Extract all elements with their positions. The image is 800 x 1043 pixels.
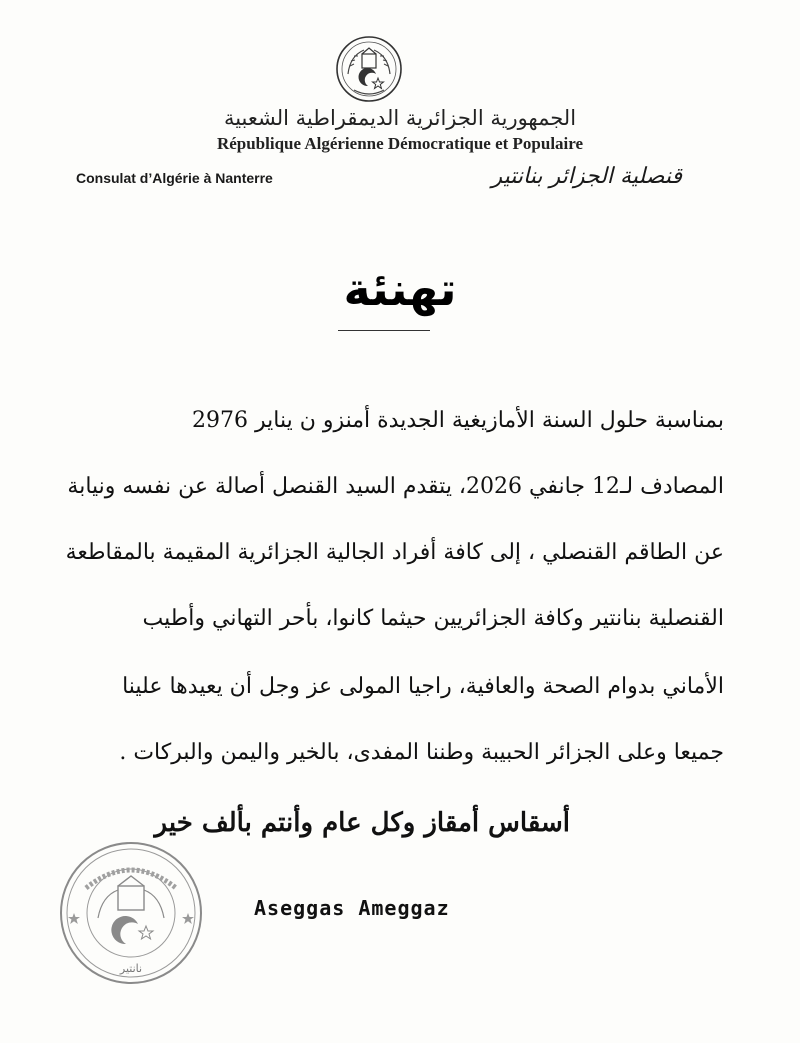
body-line-6: جميعا وعلى الجزائر الحبيبة وطننا المفدى، بالخير واليمن والبركات .	[119, 740, 724, 765]
stamp-caption: نانتير	[119, 962, 143, 975]
title-underline	[338, 330, 430, 331]
body-line-2: المصادف لـ12 جانفي 2026، يتقدم السيد القنصل أصالة عن نفسه ونيابة	[67, 474, 724, 499]
national-emblem-icon	[334, 34, 404, 104]
body-line-1: بمناسبة حلول السنة الأمازيغية الجديدة أمنزو ن يناير 2976	[192, 408, 724, 433]
consulate-name-french: Consulat d’Algérie à Nanterre	[76, 170, 273, 186]
greeting-latin: Aseggas Ameggaz	[254, 896, 450, 920]
republic-name-french: République Algérienne Démocratique et Populaire	[216, 134, 584, 153]
new-year-wish-arabic: أسقاس أمقاز وكل عام وأنتم بألف خير	[154, 808, 570, 838]
body-line-4: القنصلية بنانتير وكافة الجزائريين حيثما كانوا، بأحر التهاني وأطيب	[142, 606, 724, 631]
document-title: تهنئة	[343, 262, 457, 316]
consulate-name-arabic: قنصلية الجزائر بنانتير	[491, 164, 682, 189]
body-line-3: عن الطاقم القنصلي ، إلى كافة أفراد الجالية الجزائرية المقيمة بالمقاطعة	[65, 540, 724, 565]
republic-name-arabic: الجمهورية الجزائرية الديمقراطية الشعبية	[223, 106, 577, 130]
body-line-5: الأماني بدوام الصحة والعافية، راجيا المولى عز وجل أن يعيدها علينا	[122, 674, 724, 699]
